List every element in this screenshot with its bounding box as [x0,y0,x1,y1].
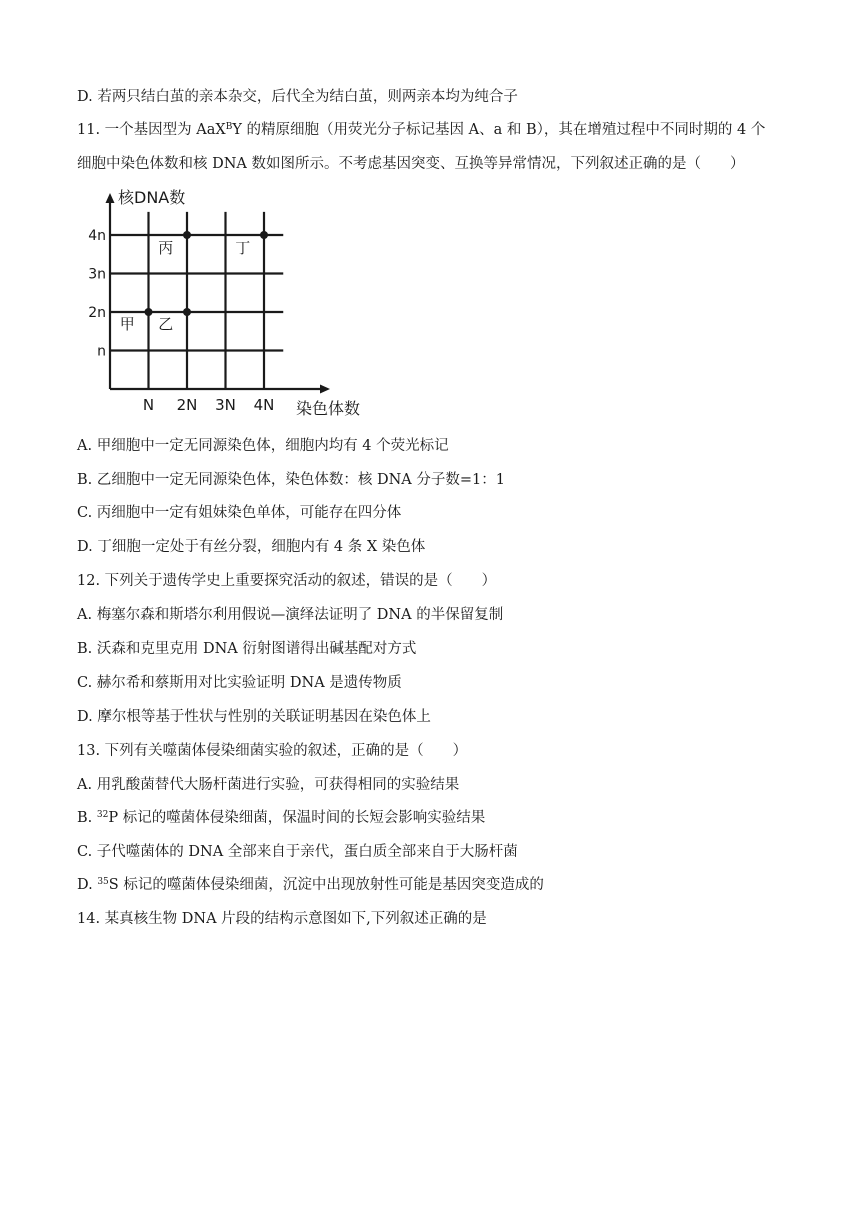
q13-option-c: C. 子代噬菌体的 DNA 全部来自于亲代，蛋白质全部来自于大肠杆菌 [77,844,518,860]
q14-stem: 14. 某真核生物 DNA 片段的结构示意图如下,下列叙述正确的是 [77,911,487,927]
y-tick-label: 3n [88,266,106,283]
q11-stem-superscript: B [225,122,233,132]
q12-option-d: D. 摩尔根等基于性状与性别的关联证明基因在染色体上 [77,709,431,725]
chromosome-dna-chart [82,183,372,423]
q11-option-d: D. 丁细胞一定处于有丝分裂，细胞内有 4 条 X 染色体 [77,539,426,555]
data-point [145,308,153,316]
y-tick-label: n [97,343,106,360]
y-axis-label: 核DNA数 [118,188,186,207]
q13-option-a: A. 用乳酸菌替代大肠杆菌进行实验，可获得相同的实验结果 [77,777,460,793]
q13-option-d-prefix: D. [77,877,98,893]
data-point-label: 丙 [158,239,174,257]
chart-axes [106,193,331,394]
chart-points [120,231,268,333]
q13-option-b [77,808,485,828]
x-tick-label: N [142,396,155,414]
q11-stem-part1: 11. 一个基因型为 AaX [77,122,226,138]
q11-stem-line2: 细胞中染色体数和核 DNA 数如图所示。不考虑基因突变、互换等异常情况，下列叙述正确的是（ ） [77,156,745,172]
q11-option-c: C. 丙细胞中一定有姐妹染色单体，可能存在四分体 [77,505,402,521]
q11-stem-line1 [77,120,765,140]
q12-stem: 12. 下列关于遗传学史上重要探究活动的叙述，错误的是（ ） [77,573,497,589]
q13-option-b-text: P 标记的噬菌体侵染细菌，保温时间的长短会影响实验结果 [108,810,486,826]
q12-option-c: C. 赫尔希和蔡斯用对比实验证明 DNA 是遗传物质 [77,675,402,691]
data-point [183,231,191,239]
chart-grid [110,212,283,389]
q12-option-b: B. 沃森和克里克用 DNA 衍射图谱得出碱基配对方式 [77,641,417,657]
q11-option-b: B. 乙细胞中一定无同源染色体，染色体数：核 DNA 分子数=1：1 [77,472,505,488]
x-axis-arrow-icon [320,385,330,394]
q13-option-d [77,875,544,895]
q13-option-d-isotope: 35 [97,877,109,887]
q12-option-a: A. 梅塞尔森和斯塔尔利用假说—演绎法证明了 DNA 的半保留复制 [77,607,504,623]
x-tick-label: 4N [253,396,275,414]
x-tick-label: 3N [215,396,236,414]
q13-option-b-prefix: B. [77,810,97,826]
q11-stem-part2: Y 的精原细胞（用荧光分子标记基因 A、a 和 B），其在增殖过程中不同时期的 4 个 [232,122,766,138]
data-point-label: 丁 [235,239,251,257]
y-tick-label: 4n [88,228,106,244]
data-point-label: 甲 [119,315,135,333]
q13-option-d-text: S 标记的噬菌体侵染细菌，沉淀中出现放射性可能是基因突变造成的 [108,877,544,893]
data-point-label: 乙 [158,315,174,333]
x-axis-label: 染色体数 [296,399,361,418]
y-tick-label: 2n [88,305,106,321]
q13-stem: 13. 下列有关噬菌体侵染细菌实验的叙述，正确的是（ ） [77,743,468,759]
q11-option-a: A. 甲细胞中一定无同源染色体，细胞内均有 4 个荧光标记 [77,438,449,454]
x-tick-label: 2N [176,396,198,414]
data-point [260,231,268,239]
data-point [183,308,191,316]
q10-option-d: D. 若两只结白茧的亲本杂交，后代全为结白茧，则两亲本均为纯合子 [77,89,518,105]
q13-option-b-isotope: 32 [96,810,109,820]
y-axis-arrow-icon [106,193,115,203]
